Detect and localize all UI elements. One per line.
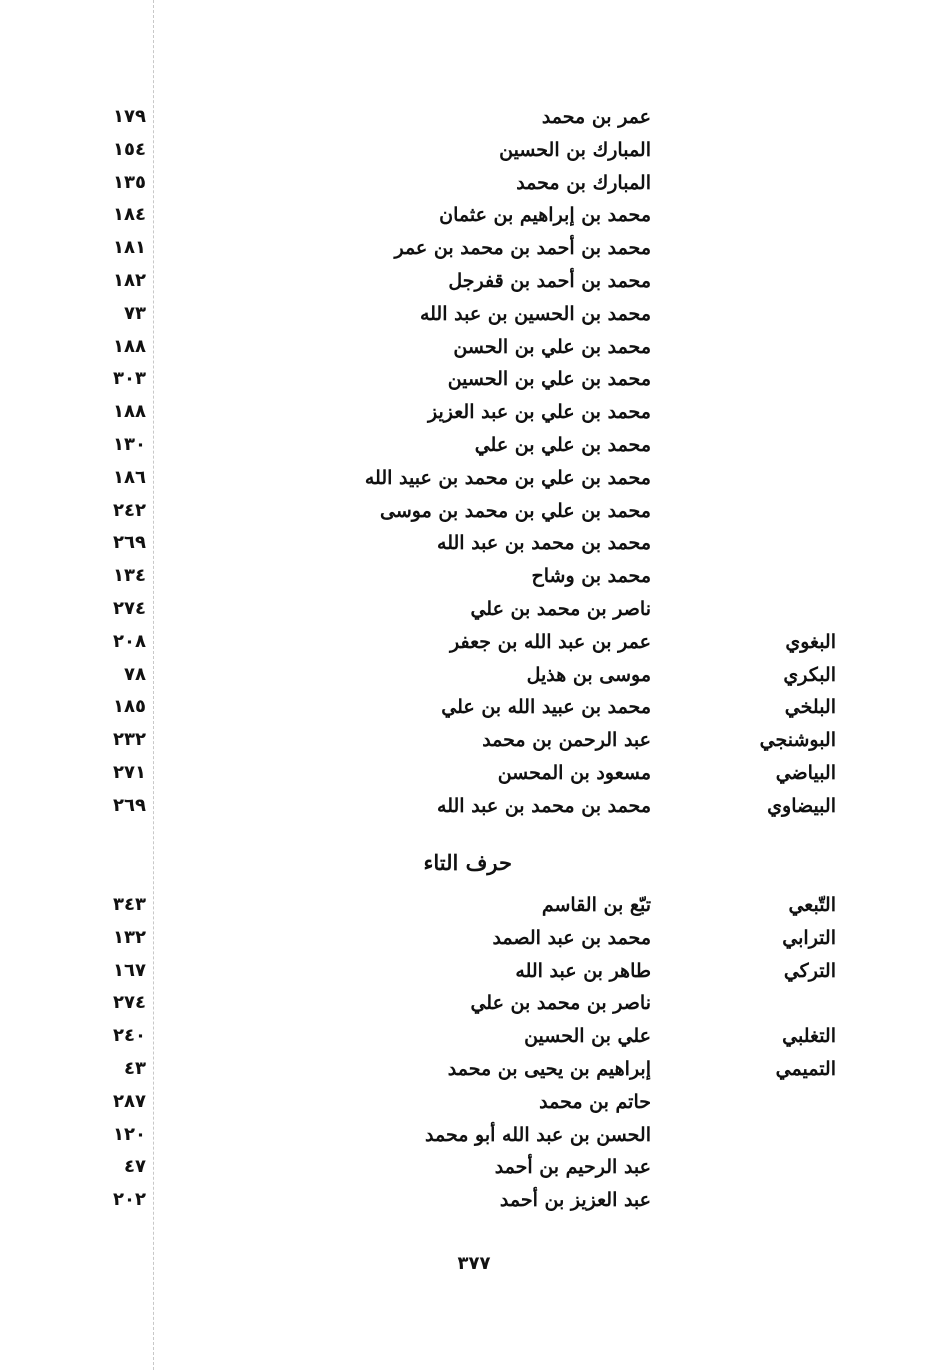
index-entry [0, 593, 948, 626]
index-entry [0, 626, 948, 659]
entry-page-number: ١٥٤ [113, 138, 146, 160]
entry-name: محمد بن محمد بن عبد الله [437, 794, 651, 817]
entry-name: محمد بن محمد بن عبد الله [437, 532, 651, 555]
entry-page-number: ١٦٧ [113, 959, 146, 981]
index-entry [0, 396, 948, 429]
entry-page-number: ١٨١ [113, 237, 146, 259]
entry-page-number: ٢٧٤ [113, 597, 146, 619]
entry-name: محمد بن عبيد الله بن علي [441, 696, 651, 719]
entry-name: ناصر بن محمد بن علي [470, 597, 651, 620]
entry-nisba: الترابي [782, 926, 836, 949]
entry-page-number: ٢٦٩ [113, 532, 146, 554]
entry-nisba: التّبعي [788, 894, 836, 916]
entry-name: طاهر بن عبد الله [515, 959, 651, 982]
index-entry [0, 232, 948, 265]
entry-name: محمد بن علي بن محمد بن موسى [380, 499, 651, 522]
entry-page-number: ٢٠٨ [113, 630, 146, 652]
entry-page-number: ١٨٤ [113, 204, 146, 226]
page-number: ٣٧٧ [457, 1253, 491, 1274]
index-entry [0, 560, 948, 593]
entry-name: الحسن بن عبد الله أبو محمد [425, 1123, 651, 1146]
entry-name: مسعود بن المحسن [497, 761, 651, 784]
entry-page-number: ٢٦٩ [113, 794, 146, 816]
entry-page-number: ٢٧٤ [113, 992, 146, 1014]
index-entry [0, 1184, 948, 1217]
entry-page-number: ١٨٨ [113, 401, 146, 423]
entry-name: حاتم بن محمد [539, 1090, 651, 1113]
index-entry [0, 429, 948, 462]
entry-page-number: ١٨٢ [113, 269, 146, 291]
entry-nisba: البلخي [784, 696, 836, 719]
index-entry [0, 1119, 948, 1152]
entry-nisba: البوشنجي [759, 729, 836, 752]
entry-name: عبد العزيز بن أحمد [499, 1189, 651, 1212]
entry-name: المبارك بن الحسين [499, 138, 651, 161]
entry-name: المبارك بن محمد [516, 171, 651, 194]
entry-name: محمد بن علي بن محمد بن عبيد الله [364, 466, 651, 489]
entry-name: محمد بن أحمد بن محمد بن عمر [394, 237, 651, 260]
index-entry [0, 363, 948, 396]
index-entry [0, 199, 948, 232]
index-entry [0, 1086, 948, 1119]
entry-name: عبد الرحيم بن أحمد [494, 1156, 651, 1179]
entry-page-number: ١٣٤ [113, 565, 146, 587]
entry-name: عمر بن عبد الله بن جعفر [450, 630, 651, 653]
entry-page-number: ١٨٥ [113, 696, 146, 718]
index-entry [0, 955, 948, 988]
entry-nisba: التميمي [775, 1057, 836, 1080]
entry-page-number: ٧٣ [124, 302, 146, 324]
index-entry [0, 659, 948, 692]
entry-nisba: البياضي [775, 761, 836, 784]
index-entry [0, 462, 948, 495]
entry-name: موسى بن هذيل [526, 663, 651, 686]
index-entry [0, 527, 948, 560]
index-entry [0, 265, 948, 298]
entry-page-number: ١٢٠ [113, 1123, 146, 1145]
index-entry [0, 790, 948, 823]
entry-page-number: ٧٨ [124, 663, 146, 685]
index-entry [0, 134, 948, 167]
index-entry [0, 987, 948, 1020]
entry-page-number: ١٣٥ [113, 171, 146, 193]
index-entry [0, 495, 948, 528]
index-entry [0, 889, 948, 922]
entry-page-number: ٢٤٢ [113, 499, 146, 521]
entry-page-number: ٢٧١ [113, 761, 146, 783]
entry-name: محمد بن إبراهيم بن عثمان [439, 204, 651, 227]
index-entry [0, 757, 948, 790]
index-entry [0, 1020, 948, 1053]
index-entry [0, 922, 948, 955]
entry-page-number: ١٨٦ [113, 466, 146, 488]
index-section-ta [0, 889, 948, 1217]
entry-name: ناصر بن محمد بن علي [470, 992, 651, 1015]
index-entry [0, 724, 948, 757]
entry-nisba: البغوي [785, 630, 836, 653]
entry-name: محمد بن الحسين بن عبد الله [419, 302, 651, 325]
entry-page-number: ١٨٨ [113, 335, 146, 357]
entry-page-number: ٢٤٠ [113, 1025, 146, 1047]
index-entry [0, 691, 948, 724]
entry-nisba: التغلبي [782, 1025, 836, 1048]
entry-page-number: ٣٤٣ [113, 894, 146, 915]
entry-name: علي بن الحسين [524, 1025, 651, 1048]
entry-name: إبراهيم بن يحيى بن محمد [447, 1057, 651, 1080]
index-entry [0, 331, 948, 364]
entry-name: عمر بن محمد [541, 106, 651, 128]
entry-nisba: التركي [783, 959, 836, 982]
entry-page-number: ٢٣٢ [113, 729, 146, 751]
index-entry [0, 1151, 948, 1184]
index-entry [0, 1053, 948, 1086]
entry-page-number: ٣٠٣ [113, 368, 146, 390]
entry-page-number: ١٣٢ [113, 926, 146, 948]
section-heading: حرف التاء [423, 850, 512, 875]
entry-page-number: ١٣٠ [113, 433, 146, 455]
index-section-ba [0, 101, 948, 823]
entry-name: محمد بن علي بن عبد العزيز [428, 401, 651, 424]
entry-nisba: البيضاوي [767, 794, 836, 817]
index-entry [0, 167, 948, 200]
entry-nisba: البكري [783, 663, 836, 686]
entry-page-number: ٤٧ [124, 1156, 146, 1178]
entry-name: محمد بن عبد الصمد [492, 926, 651, 949]
entry-page-number: ١٧٩ [113, 106, 146, 127]
index-entry [0, 101, 948, 134]
entry-name: عبد الرحمن بن محمد [482, 729, 651, 752]
entry-name: محمد بن أحمد بن قفرجل [448, 269, 651, 292]
entry-page-number: ٢٠٢ [113, 1189, 146, 1211]
entry-page-number: ٢٨٧ [113, 1090, 146, 1112]
index-entry [0, 298, 948, 331]
entry-name: تبّع بن القاسم [541, 894, 651, 916]
entry-name: محمد بن علي بن علي [474, 433, 651, 456]
entry-page-number: ٤٣ [124, 1057, 146, 1079]
entry-name: محمد بن علي بن الحسين [447, 368, 651, 391]
entry-name: محمد بن وشاح [531, 565, 651, 588]
entry-name: محمد بن علي بن الحسن [453, 335, 651, 358]
